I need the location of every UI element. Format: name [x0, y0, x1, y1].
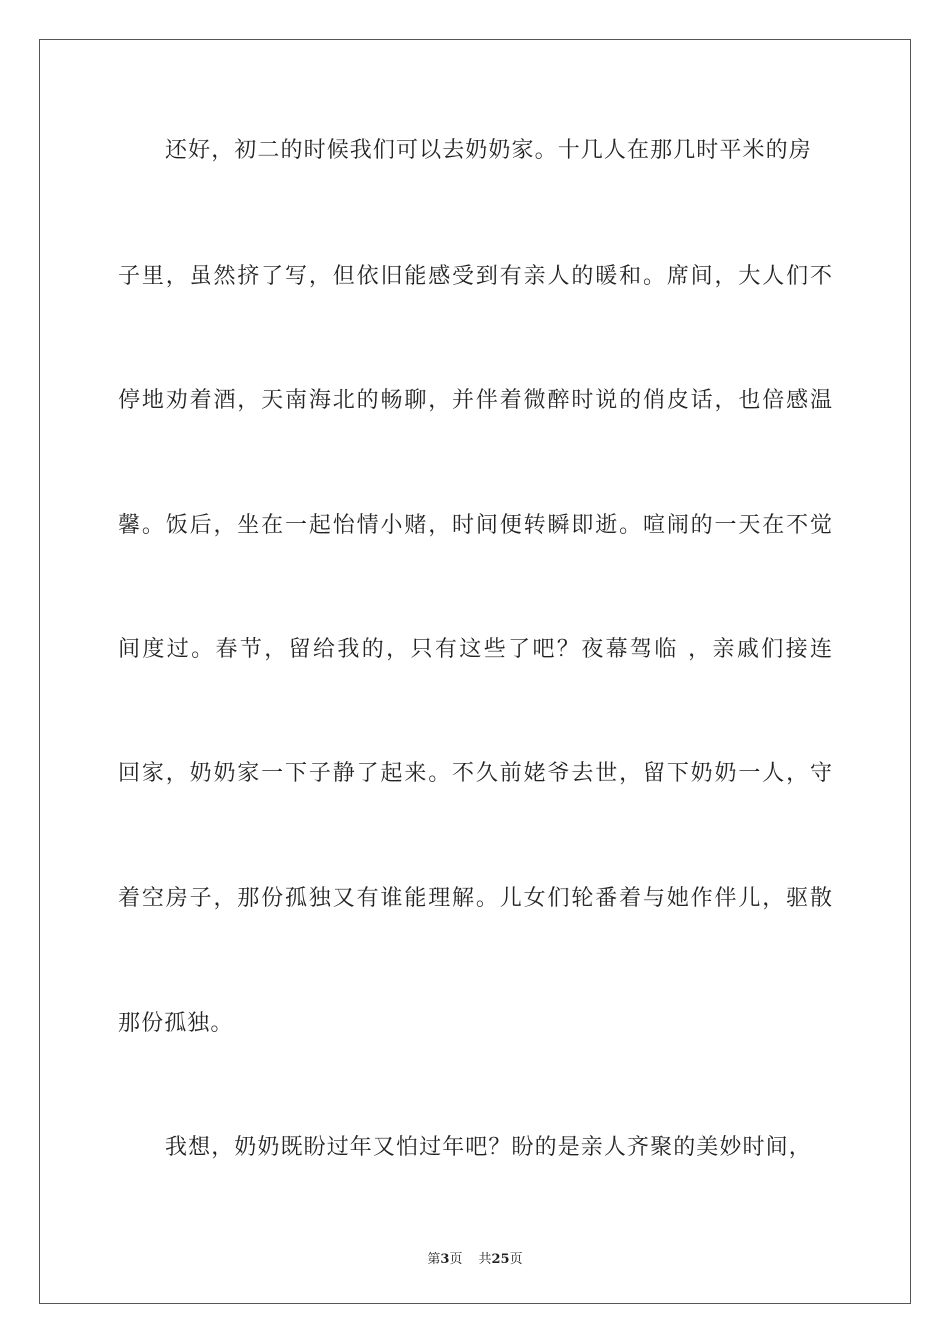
page-frame	[39, 39, 911, 1304]
paragraph-1-line-5: 间度过。春节，留给我的，只有这些了吧？夜幕驾临 ，亲戚们接连	[118, 637, 832, 662]
footer-page-number: 3	[440, 1252, 450, 1267]
paragraph-1-line-6: 回家，奶奶家一下子静了起来。不久前姥爷去世，留下奶奶一人，守	[118, 761, 832, 786]
footer-page-suffix: 页	[449, 1252, 463, 1267]
paragraph-1-line-8: 那份孤独。	[118, 1011, 234, 1036]
paragraph-1-line-1: 还好，初二的时候我们可以去奶奶家。十几人在那几时平米的房	[165, 138, 812, 163]
paragraph-1-line-7: 着空房子，那份孤独又有谁能理解。儿女们轮番着与她作伴儿，驱散	[118, 886, 832, 911]
footer-total-pages: 25	[491, 1252, 510, 1267]
paragraph-1-line-3: 停地劝着酒，天南海北的畅聊，并伴着微醉时说的俏皮话，也倍感温	[118, 388, 832, 413]
footer-total-suffix: 页	[509, 1252, 523, 1267]
paragraph-1-line-2: 子里，虽然挤了写，但依旧能感受到有亲人的暖和。席间，大人们不	[118, 264, 832, 289]
paragraph-2-line-1: 我想，奶奶既盼过年又怕过年吧？盼的是亲人齐聚的美妙时间，	[165, 1135, 812, 1160]
page-footer	[0, 1248, 950, 1267]
paragraph-1-line-4: 馨。饭后，坐在一起怡情小赌，时间便转瞬即逝。喧闹的一天在不觉	[118, 513, 832, 538]
footer-page-prefix: 第	[427, 1252, 441, 1267]
footer-total-prefix: 共	[478, 1252, 492, 1267]
